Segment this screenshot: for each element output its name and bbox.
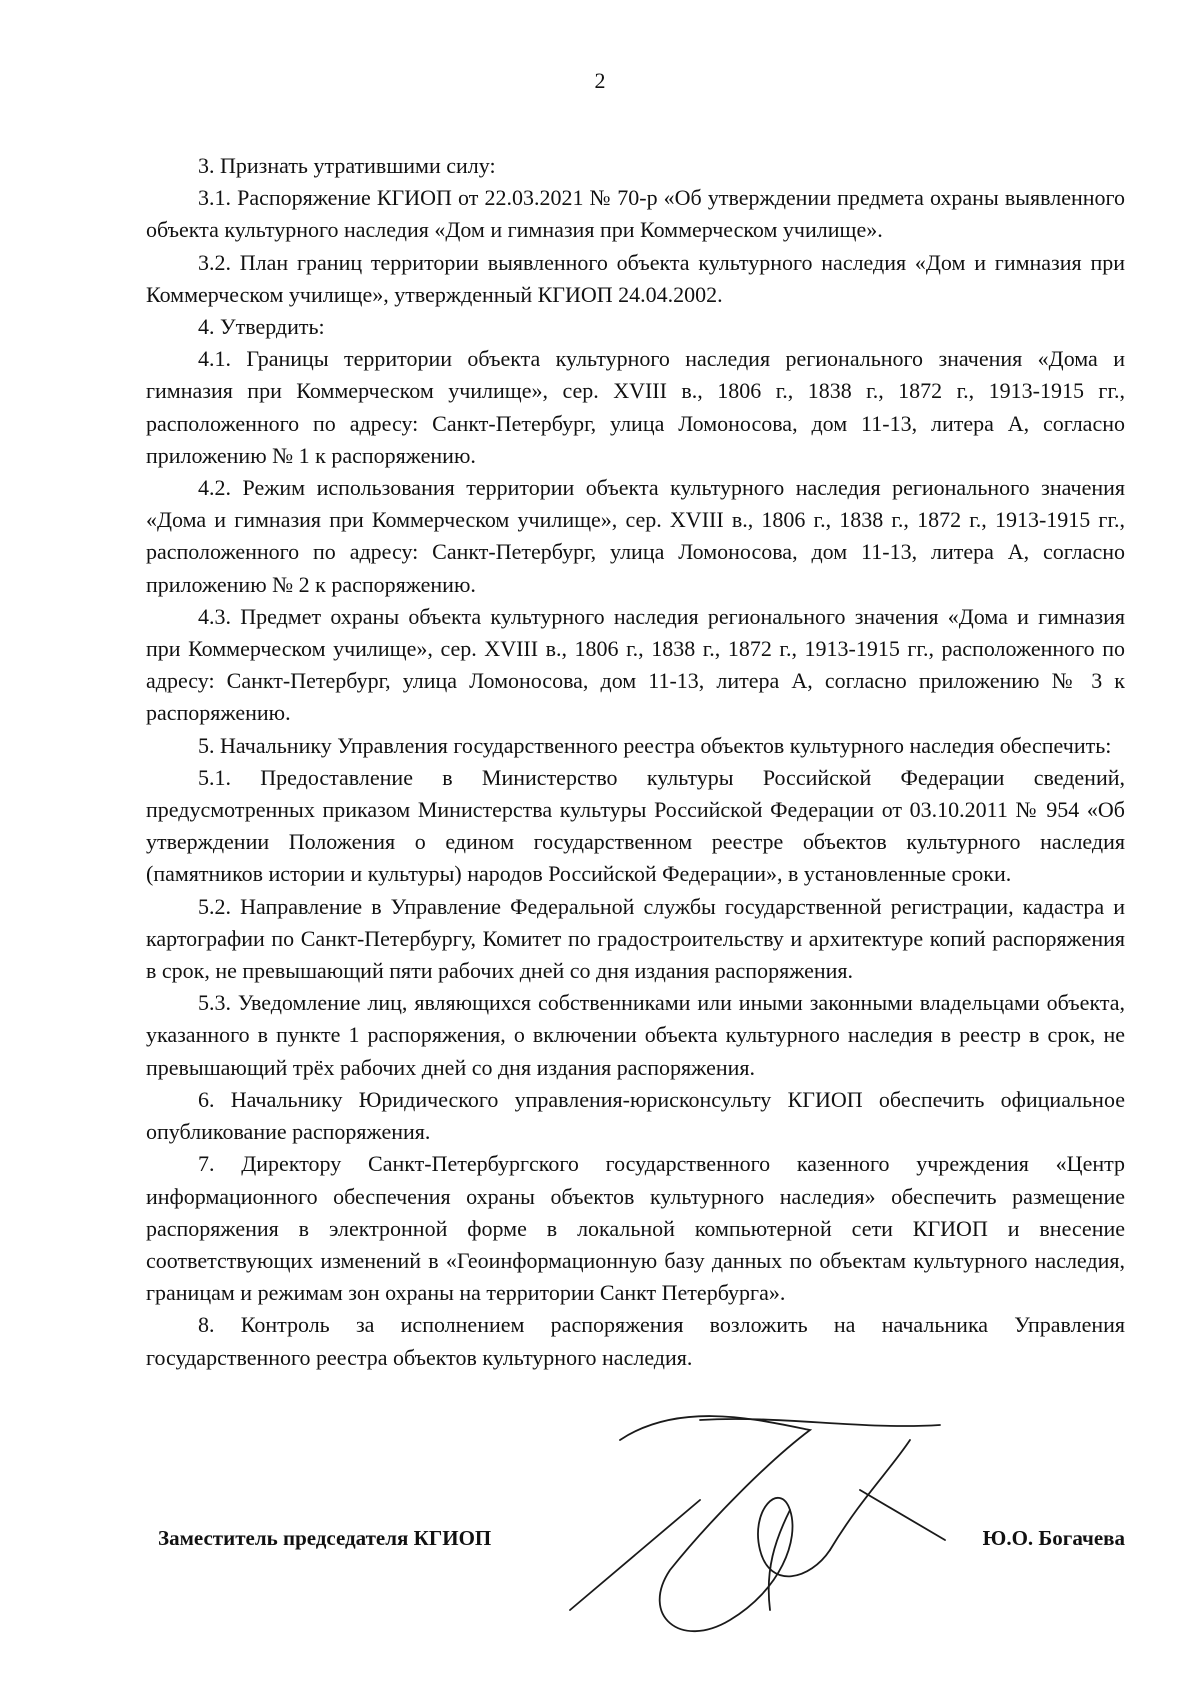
signer-title: Заместитель председателя КГИОП xyxy=(158,1526,492,1550)
paragraph-3-1: 3.1. Распоряжение КГИОП от 22.03.2021 № 70-р «Об утверждении предмета охраны выявленного объекта культурного наследия «Дом и гимназия при Коммерческом училище». xyxy=(146,185,1125,243)
page-number: 2 xyxy=(594,68,606,93)
signer-name: Ю.О. Богачева xyxy=(982,1526,1125,1550)
paragraph-4-1: 4.1. Границы территории объекта культурного наследия регионального значения «Дома и гимназия при Коммерческом училище», сер. XVIII в., 1806 г., 1838 г., 1872 г., 1913-1915 гг., расположенного по адресу: Санкт-Петербург, улица Ломоносова, дом 11-13, литера А, согласно приложению № 1 к распоряжению. xyxy=(146,346,1125,468)
paragraph-8: 8. Контроль за исполнением распоряжения возложить на начальника Управления государственного реестра объектов культурного наследия. xyxy=(146,1312,1125,1370)
paragraph-5: 5. Начальнику Управления государственного реестра объектов культурного наследия обеспечить: xyxy=(198,732,1112,758)
paragraph-4: 4. Утвердить: xyxy=(198,314,325,340)
paragraph-6: 6. Начальнику Юридического управления-юрисконсульту КГИОП обеспечить официальное опубликование распоряжения. xyxy=(146,1086,1125,1145)
paragraph-5-1: 5.1. Предоставление в Министерство культуры Российской Федерации сведений, предусмотренных приказом Министерства культуры Российской Федерации от 03.10.2011 № 954 «Об утверждении Положения о едином государственном реестре объектов культурного наследия (памятников истории и культуры) народов Российской Федерации», в установленные сроки. xyxy=(146,764,1125,887)
paragraph-3-2: 3.2. План границ территории выявленного объекта культурного наследия «Дом и гимназия при Коммерческом училище», утвержденный КГИОП 24.04.2002. xyxy=(146,249,1125,307)
paragraph-4-3: 4.3. Предмет охраны объекта культурного наследия регионального значения «Дома и гимназия при Коммерческом училище», сер. XVIII в., 1806 г., 1838 г., 1872 г., 1913-1915 гг., расположенного по адресу: Санкт-Петербург, улица Ломоносова, дом 11-13, литера А, согласно приложению № 3 к распоряжению. xyxy=(146,603,1125,726)
paragraph-5-3: 5.3. Уведомление лиц, являющихся собственниками или иными законными владельцами объекта, указанного в пункте 1 распоряжения, о включении объекта культурного наследия в реестр в срок, не превышающий трёх рабочих дней со дня издания распоряжения. xyxy=(146,990,1125,1080)
paragraph-7: 7. Директору Санкт-Петербургского государственного казенного учреждения «Центр информационного обеспечения охраны объектов культурного наследия» обеспечить размещение распоряжения в электронной форме в локальной компьютерной сети КГИОП и внесение соответствующих изменений в «Геоинформационную базу данных по объектам культурного наследия, границам и режимам зон охраны на территории Санкт Петербурга». xyxy=(146,1151,1125,1306)
paragraph-5-2: 5.2. Направление в Управление Федеральной службы государственной регистрации, кадастра и картографии по Санкт-Петербургу, Комитет по градостроительству и архитектуре копий распоряжения в срок, не превышающий пяти рабочих дней со дня издания распоряжения. xyxy=(146,893,1125,984)
signature-block xyxy=(146,1526,1125,1558)
paragraph-4-2: 4.2. Режим использования территории объекта культурного наследия регионального значения «Дома и гимназия при Коммерческом училище», сер. XVIII в., 1806 г., 1838 г., 1872 г., 1913-1915 гг., расположенного по адресу: Санкт-Петербург, улица Ломоносова, дом 11-13, литера А, согласно приложению № 2 к распоряжению. xyxy=(146,475,1125,597)
paragraph-3: 3. Признать утратившими силу: xyxy=(198,153,496,178)
handwritten-signature xyxy=(560,1380,960,1660)
document-body xyxy=(146,150,1125,1374)
